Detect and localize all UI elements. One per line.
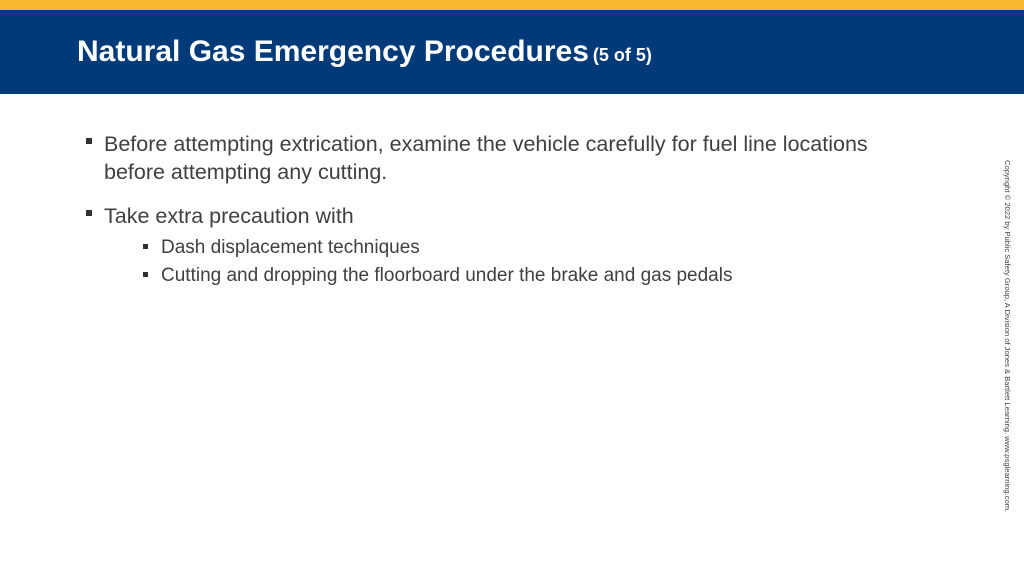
square-bullet-icon: [86, 210, 92, 216]
accent-stripe: [0, 0, 1024, 10]
sub-bullet-item: [143, 234, 886, 262]
square-bullet-icon: [86, 138, 92, 144]
slide-title-text: Natural Gas Emergency Procedures: [77, 35, 589, 68]
square-bullet-icon: [143, 244, 148, 249]
sub-bullet-text: Cutting and dropping the floorboard under the brake and gas pedals: [161, 265, 733, 286]
bullet-text: Before attempting extrication, examine the vehicle carefully for fuel line locations before attempting any cutting.: [104, 132, 868, 184]
sub-bullet-list: [104, 234, 886, 290]
bullet-list: [86, 130, 886, 306]
slide-subtitle: (5 of 5): [592, 45, 652, 65]
square-bullet-icon: [143, 272, 148, 277]
bullet-item: [86, 130, 886, 186]
slide-title: [77, 33, 652, 74]
copyright-notice: Copyright © 2022 by Public Safety Group, A Division of Jones & Bartlett Learning. www.psglearning.com.: [1003, 160, 1012, 513]
bullet-text: Take extra precaution with: [104, 204, 354, 228]
bullet-item: [86, 202, 886, 290]
sub-bullet-item: [143, 262, 886, 290]
sub-bullet-text: Dash displacement techniques: [161, 237, 420, 258]
